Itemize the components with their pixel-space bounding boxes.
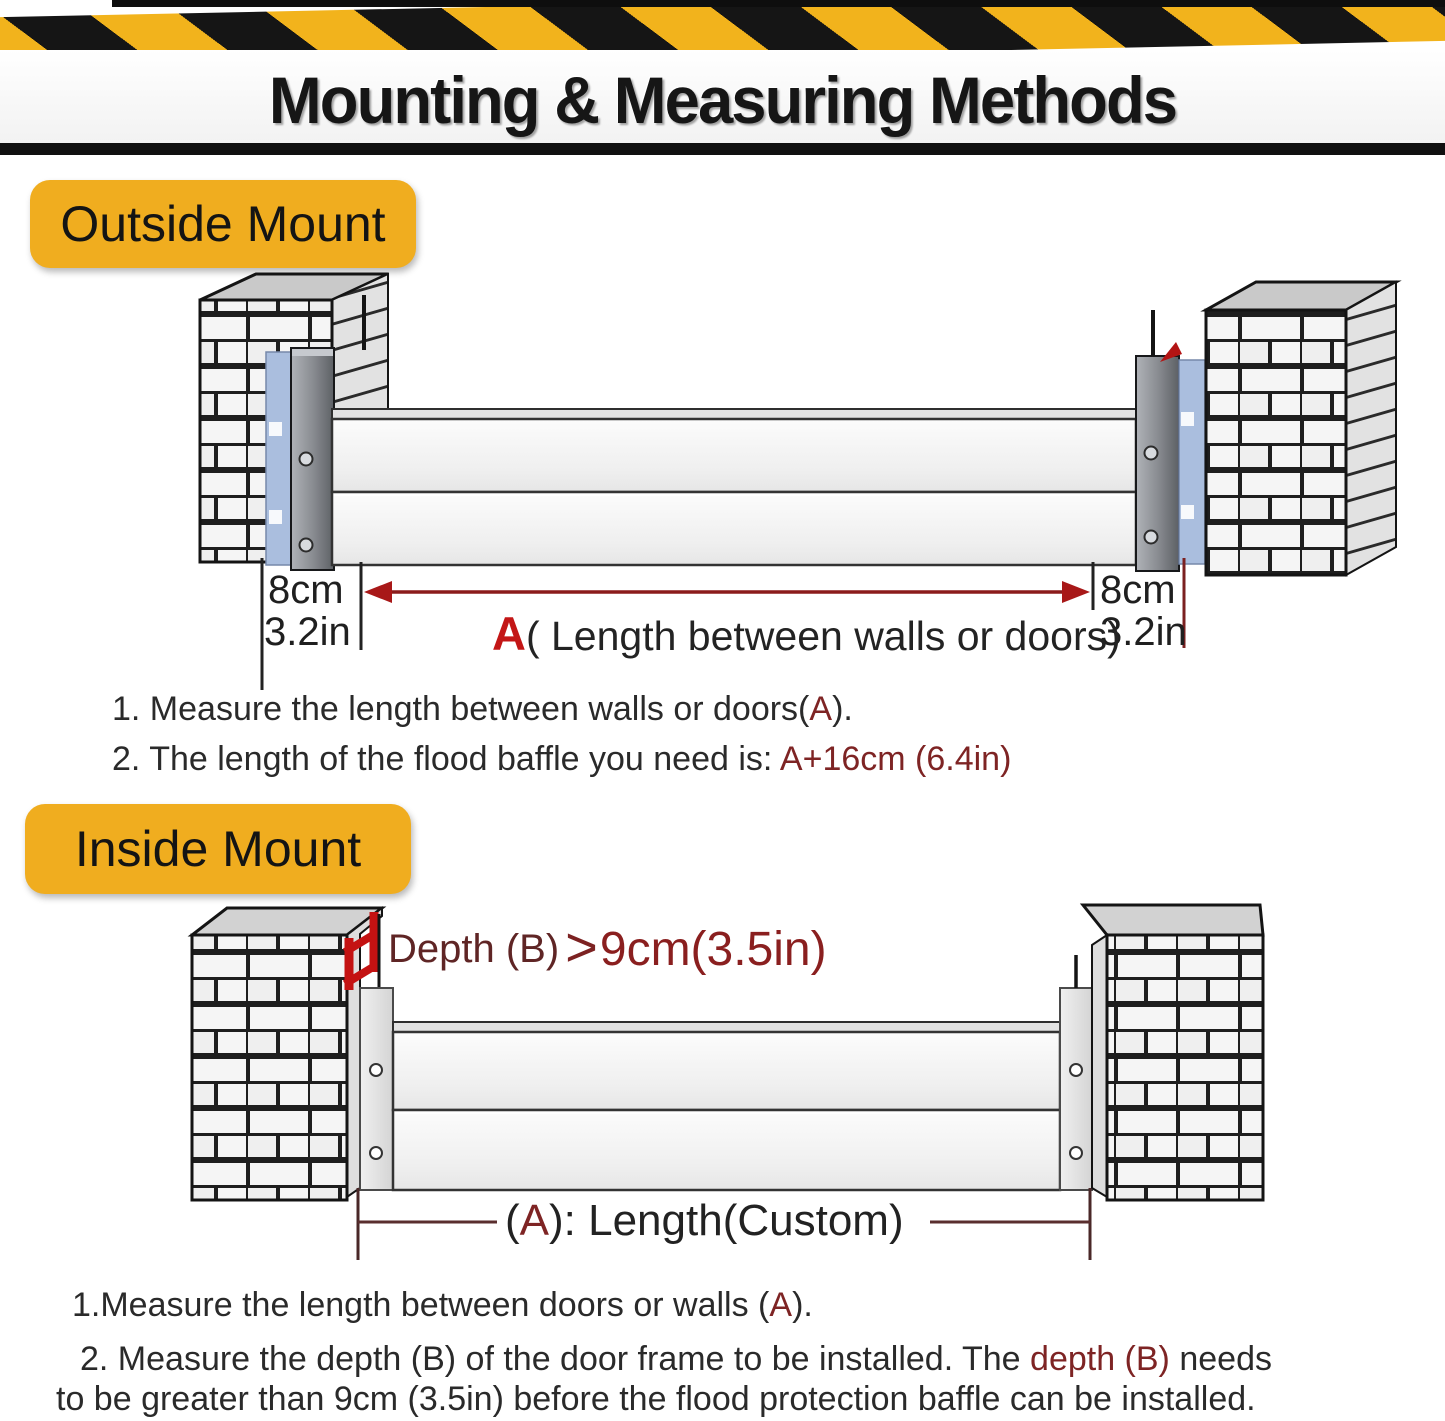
outside-step-2-formula: A+16cm (6.4in) (779, 740, 1012, 778)
header (0, 0, 1445, 158)
length-a-letter: A (492, 607, 526, 660)
barrier-plank-top (332, 419, 1136, 492)
inside-step-1-a: A (769, 1286, 793, 1324)
barrier-plank-bottom (393, 1110, 1060, 1190)
outside-step-2 (112, 740, 1011, 779)
barrier-plank-top (393, 1032, 1060, 1110)
bracket-cap (292, 349, 333, 356)
right-pillar-brick-face (1107, 935, 1263, 1200)
screw-hole (370, 1064, 382, 1076)
seal-tab (269, 422, 282, 436)
outside-step-1-a: A (809, 690, 833, 728)
left-dim-cm: 8cm (268, 568, 344, 612)
barrier-top-face (332, 409, 1136, 419)
inside-step-2-text: 2. Measure the depth (B) of the door frame to be installed. The (80, 1340, 1031, 1378)
inside-step-1-text: 1.Measure the length between doors or walls ( (72, 1286, 770, 1324)
inside-step-2-continuation: to be greater than 9cm (3.5in) before the flood protection baffle can be installed. (56, 1380, 1256, 1418)
depth-b-value: 9cm(3.5in) (599, 923, 827, 976)
outside-step-1-text: 1. Measure the length between walls or doors( (112, 690, 810, 728)
custom-length-label (505, 1196, 904, 1246)
top-edge-strip (112, 0, 1445, 7)
left-seal-strip (266, 352, 291, 565)
left-pillar-brick-face (192, 935, 347, 1200)
screw-hole (1145, 447, 1158, 460)
greater-than-sign: > (565, 915, 598, 978)
length-label-a: A (519, 1196, 550, 1245)
inside-step-1 (72, 1286, 813, 1325)
title-underline-bar (0, 143, 1445, 155)
right-seal-strip (1179, 360, 1205, 564)
right-pillar-top-face (1083, 905, 1263, 935)
length-label-paren: ( (505, 1196, 520, 1245)
left-pillar-side-face (332, 274, 388, 422)
barrier-plank-bottom (332, 492, 1136, 565)
screw-hole (370, 1147, 382, 1159)
depth-b-label (388, 914, 827, 985)
outside-step-1-end: ). (832, 690, 853, 728)
inside-step-2-line-2 (56, 1380, 1256, 1419)
length-a-label (492, 606, 1121, 661)
screw-hole (1070, 1147, 1082, 1159)
inside-step-2-depth: depth (B) (1030, 1340, 1170, 1378)
outside-step-2-text: 2. The length of the flood baffle you need is: (112, 740, 780, 778)
arrowhead-left (364, 581, 392, 603)
seal-tab (1181, 412, 1194, 426)
right-pillar-side-face (1092, 935, 1107, 1197)
seal-tab (269, 510, 282, 524)
screw-hole (300, 539, 313, 552)
barrier-top-face (393, 1022, 1060, 1032)
left-dim-inch: 3.2in (264, 610, 351, 654)
right-pillar-side-face (1346, 282, 1396, 575)
outside-step-1 (112, 690, 853, 729)
inside-mount-badge (25, 804, 411, 894)
length-label-text: ): Length(Custom) (549, 1196, 904, 1245)
outside-mount-badge-label: Outside Mount (60, 196, 386, 252)
inside-mount-badge-label: Inside Mount (74, 821, 362, 877)
outside-mount-badge (30, 180, 416, 268)
right-pillar-brick-face (1206, 310, 1346, 575)
page-title: Mounting & Measuring Methods (268, 63, 1177, 137)
seal-tab (1181, 505, 1194, 519)
length-a-text: ( Length between walls or doors) (525, 613, 1121, 659)
screw-hole (300, 453, 313, 466)
inside-step-1-end: ). (792, 1286, 813, 1324)
screw-hole (1145, 531, 1158, 544)
depth-b-text: Depth (B) (388, 927, 560, 971)
arrowhead-right (1062, 581, 1090, 603)
right-dim-cm: 8cm (1100, 568, 1176, 612)
inside-step-2-end: needs (1169, 1340, 1272, 1378)
screw-hole (1070, 1064, 1082, 1076)
right-dim-inch: 3.2in (1100, 610, 1187, 654)
inside-step-2-line-1 (80, 1340, 1272, 1379)
